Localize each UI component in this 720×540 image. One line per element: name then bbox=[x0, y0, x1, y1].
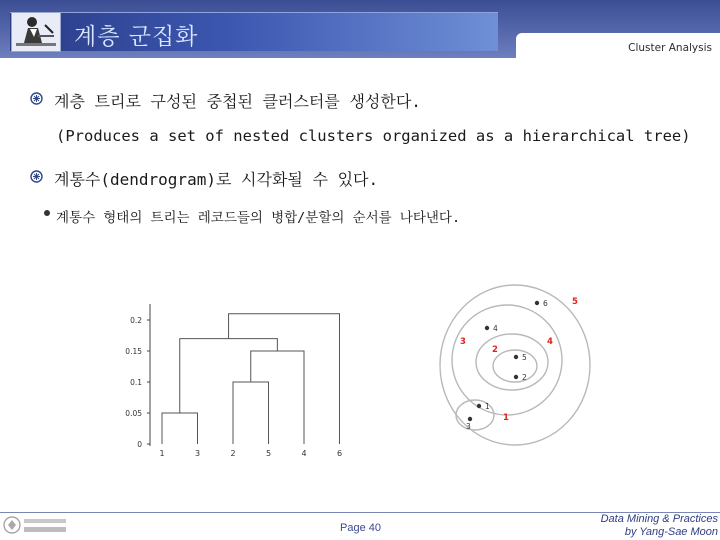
y-tick-label: 0.1 bbox=[130, 378, 142, 387]
cluster-label: 1 bbox=[503, 413, 509, 423]
dendrogram-chart bbox=[112, 300, 362, 465]
leaf-label: 1 bbox=[159, 449, 165, 458]
point-label: 1 bbox=[485, 402, 490, 411]
university-logo bbox=[2, 513, 70, 538]
credit-line-2: by Yang-Sae Moon bbox=[624, 526, 718, 538]
data-point bbox=[514, 355, 518, 359]
point-label: 2 bbox=[492, 345, 498, 355]
cluster-3-ellipse bbox=[452, 305, 562, 415]
data-point bbox=[514, 375, 518, 379]
dendrogram-link bbox=[162, 413, 198, 444]
presenter-logo bbox=[11, 12, 61, 52]
data-point bbox=[468, 417, 472, 421]
bullet-text-1-english: (Produces a set of nested clusters organized as a hierarchical tree) bbox=[56, 127, 691, 145]
dendrogram-link bbox=[229, 314, 340, 444]
point-label: 4 bbox=[493, 324, 498, 333]
page-number: Page 40 bbox=[340, 522, 381, 534]
y-tick-label: 0.05 bbox=[125, 409, 142, 418]
dendrogram-link bbox=[180, 339, 278, 413]
credit-line-1: Data Mining & Practices bbox=[600, 513, 718, 525]
cluster-label: 3 bbox=[460, 337, 466, 347]
leaf-label: 3 bbox=[194, 449, 201, 458]
sub-bullet-text: 계통수 형태의 트리는 레코드들의 병합/분할의 순서를 나타낸다. bbox=[56, 210, 461, 226]
cluster-label: 5 bbox=[572, 297, 578, 307]
section-label: Cluster Analysis bbox=[628, 42, 712, 54]
page-title: 계층 군집화 bbox=[74, 24, 199, 50]
cluster-label: 4 bbox=[547, 337, 553, 347]
sub-bullet-dot bbox=[44, 210, 50, 216]
bullet-icon bbox=[30, 170, 43, 183]
leaf-label: 5 bbox=[265, 449, 272, 458]
leaf-label: 4 bbox=[301, 449, 307, 458]
data-point bbox=[477, 404, 481, 408]
leaf-label: 2 bbox=[230, 449, 236, 458]
point-label: 2 bbox=[522, 373, 527, 382]
point-label: 5 bbox=[522, 353, 527, 362]
bullet-text-1: 계층 트리로 구성된 중첩된 클러스터를 생성한다. bbox=[54, 92, 421, 111]
y-tick-label: 0.15 bbox=[125, 347, 142, 356]
dendrogram-link bbox=[251, 351, 304, 444]
bullet-text-2: 계통수(dendrogram)로 시각화될 수 있다. bbox=[54, 170, 379, 189]
y-tick-label: 0 bbox=[137, 440, 142, 449]
section-tab bbox=[516, 33, 720, 63]
cluster-5-ellipse bbox=[440, 285, 590, 445]
footer-credit bbox=[601, 513, 718, 539]
dendrogram-link bbox=[233, 382, 269, 444]
leaf-label: 6 bbox=[336, 449, 343, 458]
point-label: 3 bbox=[466, 422, 471, 431]
data-point bbox=[535, 301, 539, 305]
point-label: 6 bbox=[543, 299, 548, 308]
y-tick-label: 0.2 bbox=[130, 316, 142, 325]
data-point bbox=[485, 326, 489, 330]
nested-cluster-diagram bbox=[415, 280, 595, 455]
bullet-icon bbox=[30, 92, 43, 105]
